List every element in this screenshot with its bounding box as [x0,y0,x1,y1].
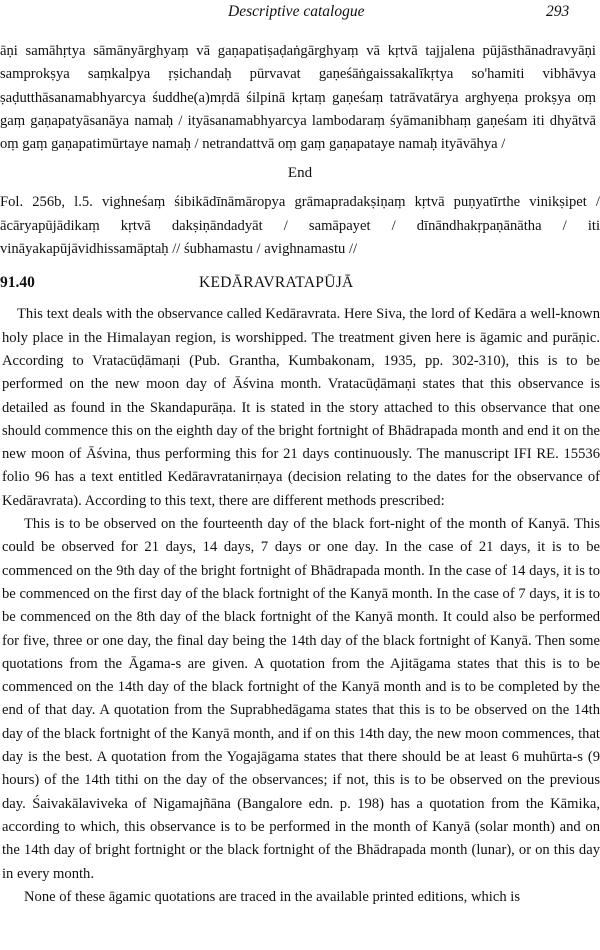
entry-title: KEDĀRAVRATAPŪJĀ [199,274,354,292]
last-paragraph: None of these āgamic quotations are traced in the available printed editions, which is [24,888,521,905]
entry-heading [0,273,600,293]
running-title: Descriptive catalogue [228,3,365,20]
end-heading: End [287,165,313,182]
page-header [0,3,600,25]
page-number: 293 [546,3,570,20]
entry-number: 91.40 [0,274,35,292]
end-colophon-text: Fol. 256b, l.5. vighneśaṃ śibikādīnāmāropya grāmapradakṣiṇaṃ kṛtvā puṇyatīrthe vinikṣipet / ācāryapūjādikaṃ kṛtvā dakṣiṇāndadyāt / samāpayet / dīnāndhakṛpaṇānātha / iti vināyakapūjāvidhissamāptaḥ // śubhamastu / avighnamastu // [0,194,600,258]
opening-sanskrit-text: āṇi samāhṛtya sāmānyārghyaṃ vā gaṇapatiṣaḍaṅgārghyaṃ vā kṛtvā tajjalena pūjāsthānadravyāṇi samprokṣya saṃkalpya ṛṣichandaḥ pūrvavat gaṇeśāṅgaissakalīkṛtya so'hamiti vibhāvya ṣaḍutthāsanamabhyarcya śuddhe(a)mṛdā śilpinā kṛtaṃ gaṇeśaṃ tatrāvatārya arghyeṇa prokṣya oṃ gaṃ gaṇapatyāsanāya namaḥ / ityāsanamabhyarcya lambodaraṃ śyāmanibhaṃ gaṇeśam iti dhyātvā oṃ gaṃ gaṇapatimūrtaye namaḥ / netrandattvā oṃ gaṃ gaṇapataye namaḥ ityāvāhya / [0,43,596,153]
main-paragraph: This is to be observed on the fourteenth day of the black fort-night of the month of Kanyā. This could be observed for 21 days, 14 days, 7 days or one day. In the case of 21 days, it is to be commenced on the 9th day of the bright fortnight of Bhādrapada month. In the case of 14 days, it is to be commenced on the first day of the black fortnight of the Kanyā month. In the case of 7 days, it is to be commenced on the 8th day of the black fortnight of the Kanyā month. It could also be performed for five, three or one day, the final day being the 14th day of the black fortnight of Kanyā. Then some quotations from the Āgama-s are given. A quotation from the Ajitāgama states that this is to be commenced on the 14th day of the black fortnight of the Kanyā month and is to be completed by the end of that day. A quotation from the Suprabhedāgama states that this is to be observed on the 14th day of the black fortnight of the Kanyā month, and if on this 14th day, the new moon commences, that day is the best. A quotation from the Yogajāgama states that there should be at least 6 muhūrta-s (9 hours) of the 14th tithi on the day of the observances; if not, this is to be observed on the previous day. Śaivakālaviveka of Nigamajñāna (Bangalore edn. p. 198) has a quotation from the Kāmika, according to which, this observance is to be performed in the month of Kanyā (solar month) and on the 14th day of bright fortnight or the black fortnight of the Bhādrapada month (lunar), or on this day in every month. [2,516,600,882]
intro-paragraph: This text deals with the observance called Kedāravrata. Here Siva, the lord of Kedāra a well-known holy place in the Himalayan region, is worshipped. The treatment given here is āgamic and purāṇic. According to Vratacūḍāmaṇi (Pub. Grantha, Kumbakonam, 1935, pp. 302-310), this is to be performed on the new moon day of Āśvina month. Vratacūḍāmaṇi states that this observance is detailed as found in the Skandapurāṇa. It is stated in the story attached to this observance that one should commence this on the eighth day of the bright fortnight of Bhādrapada month and end it on the new moon of Āśvina, thus performing this for 21 days continuously. The manuscript IFI RE. 15536 folio 96 has a text entitled Kedāravratanirṇaya (decision relating to the dates for the observance of Kedāravrata). According to this text, there are different methods prescribed: [2,306,600,509]
page-body [0,40,600,909]
